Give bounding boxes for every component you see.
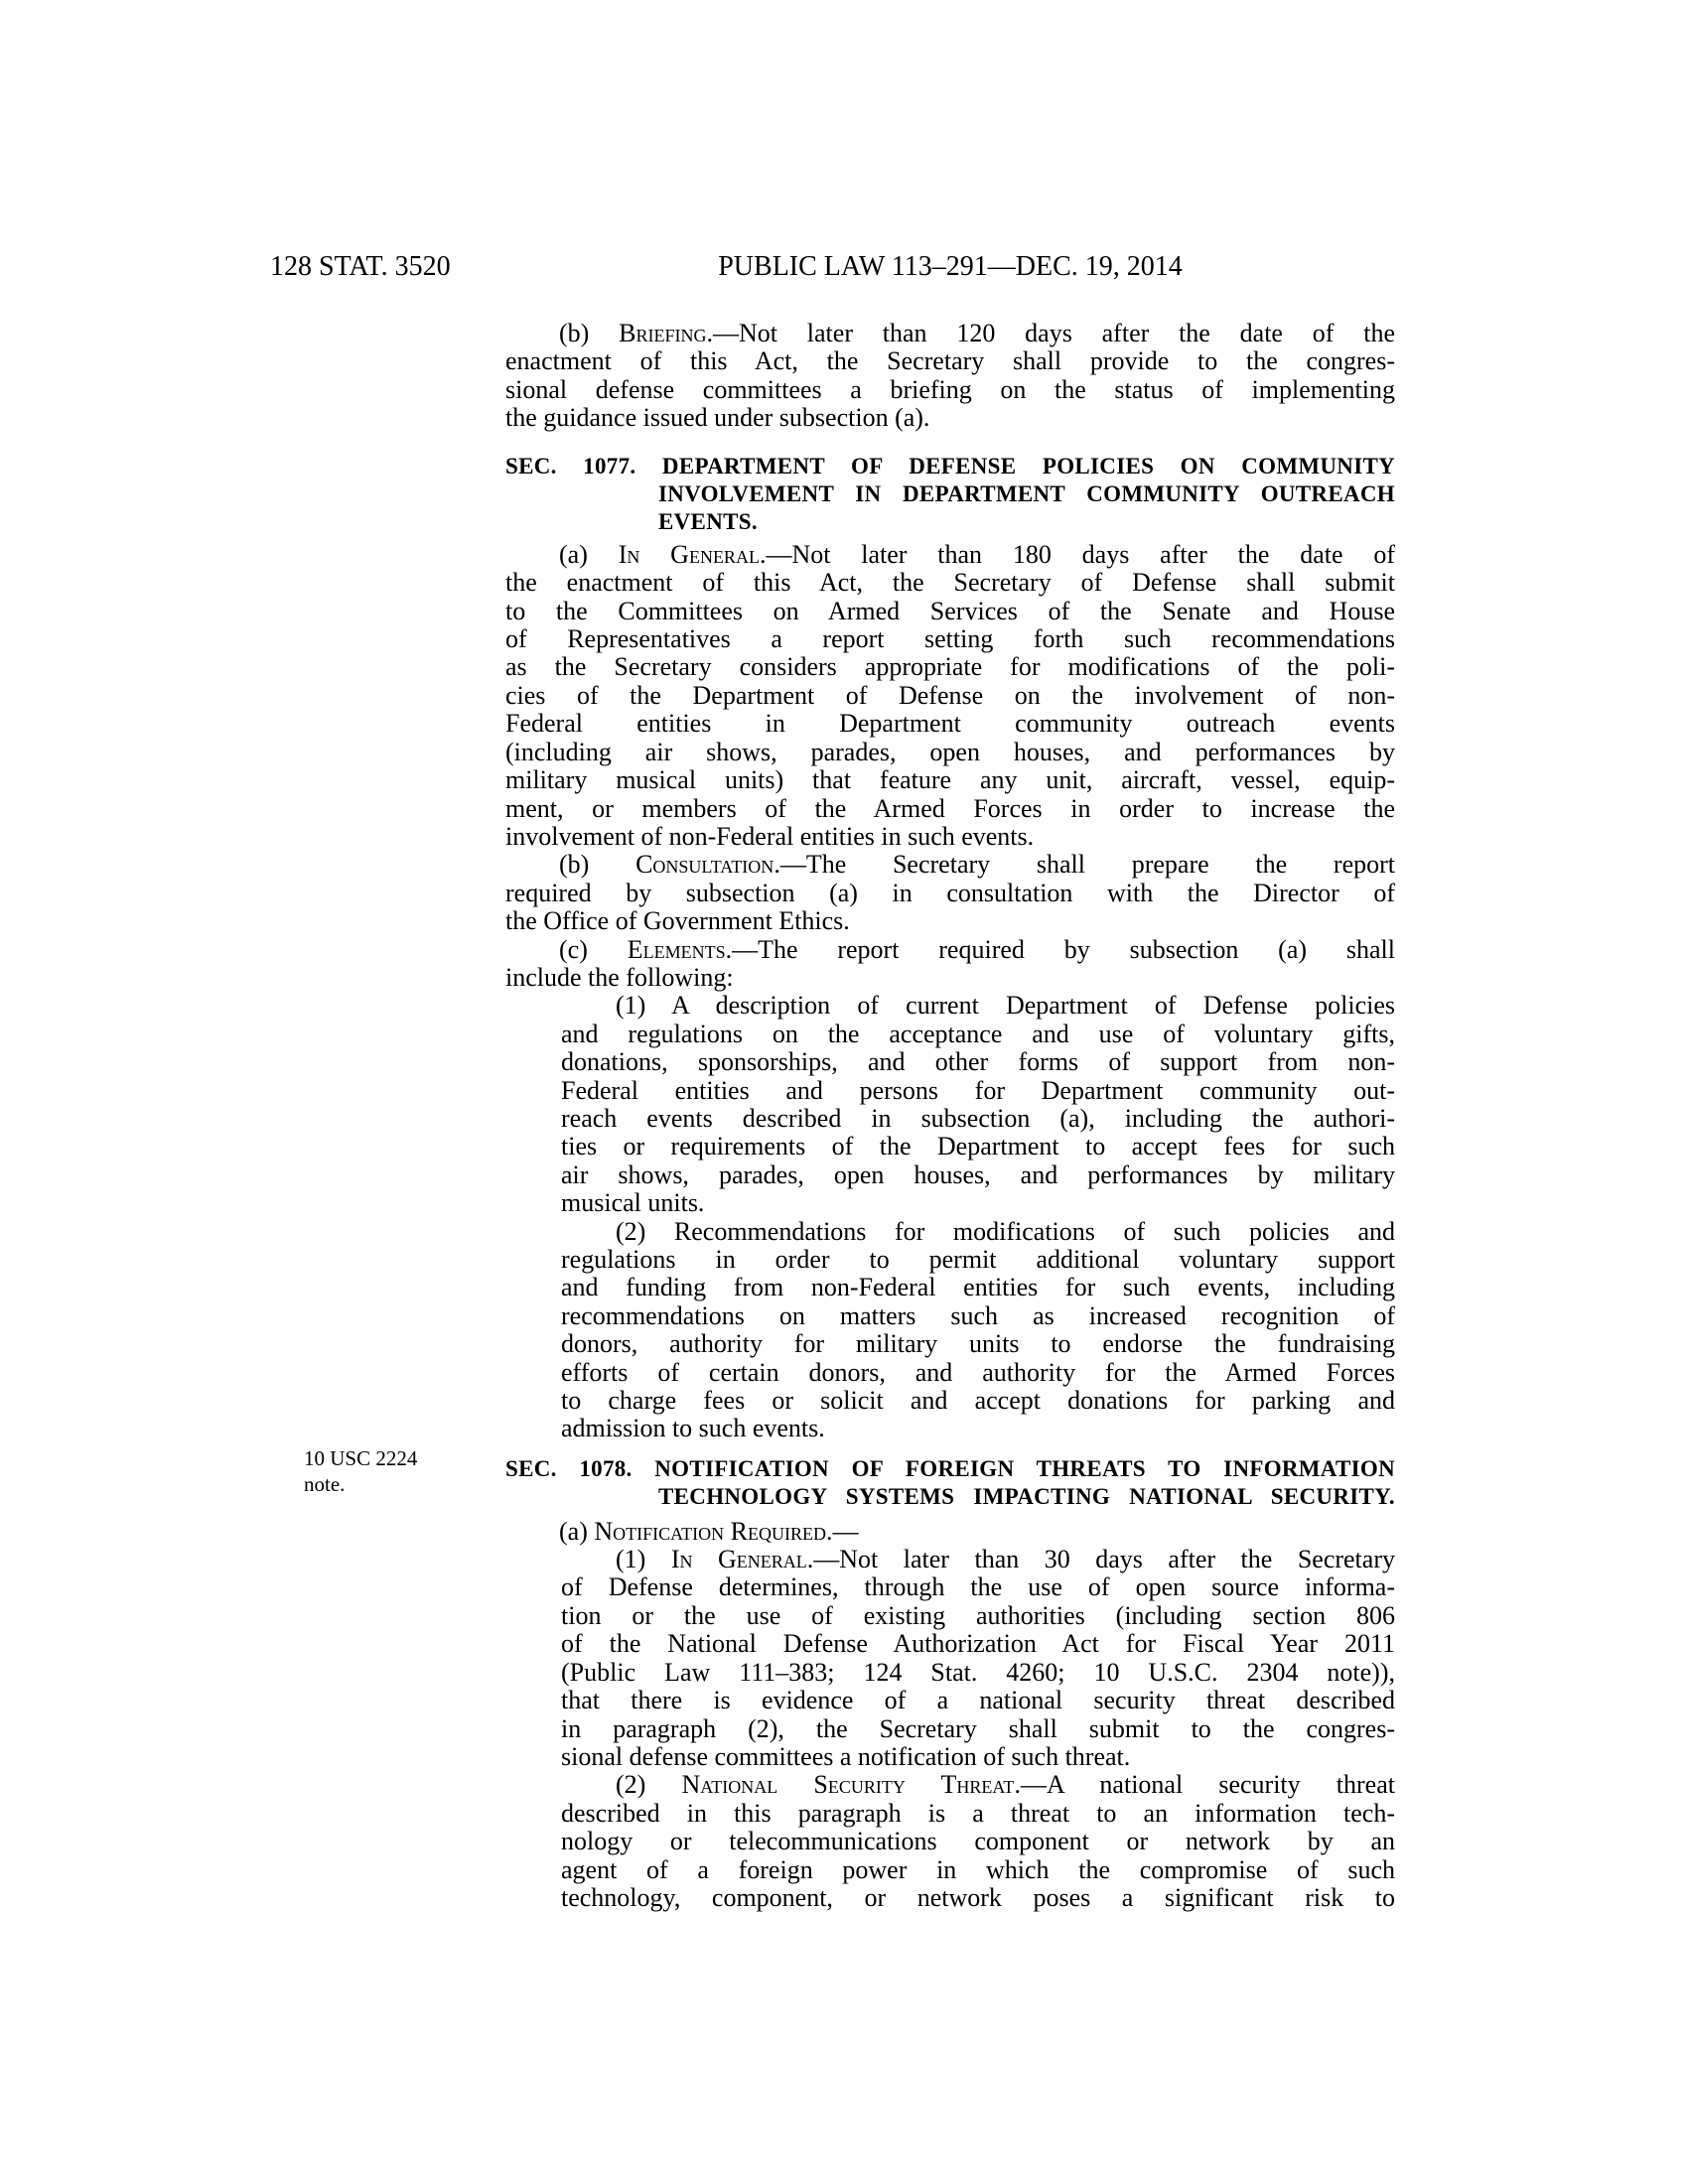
text-segment: agent of a foreign power in which the compromise of such	[561, 1854, 1395, 1884]
text-segment: involvement of non-Federal entities in such events.	[505, 821, 1035, 851]
margin-note-citation: 10 USC 2224	[304, 1446, 418, 1470]
text-line	[658, 508, 1395, 536]
text-line	[561, 1743, 1395, 1771]
text-line	[561, 1105, 1395, 1133]
text-line	[561, 1715, 1395, 1743]
item-1077c-2	[561, 1218, 1395, 1443]
text-segment: described in this paragraph is a threat to an information tech-	[561, 1798, 1395, 1828]
text-line	[505, 598, 1395, 625]
text-line	[505, 710, 1395, 738]
heading-sec-1077	[505, 453, 1395, 537]
text-segment: (including air shows, parades, open houses, and performances by	[505, 737, 1395, 766]
margin-note-note: note.	[304, 1472, 346, 1496]
text-line	[505, 936, 1395, 964]
text-segment: to the Committees on Armed Services of the Senate and House	[505, 596, 1395, 625]
small-caps-run-in-heading: In General	[670, 1545, 807, 1574]
text-line	[561, 1246, 1395, 1274]
text-segment: of Defense determines, through the use of open source informa-	[561, 1572, 1395, 1602]
text-segment: donations, sponsorships, and other forms of support from non-	[561, 1047, 1395, 1077]
text-segment: SEC. 1077. DEPARTMENT OF DEFENSE POLICIES ON COMMUNITY	[505, 453, 1395, 478]
text-segment: (b)	[559, 319, 620, 347]
text-segment: of the National Defense Authorization Act for Fiscal Year 2011	[561, 1629, 1395, 1659]
statute-body	[505, 320, 1395, 1912]
text-line	[561, 1133, 1395, 1160]
text-line	[505, 682, 1395, 710]
text-line	[561, 1573, 1395, 1601]
para-1077c-elements	[505, 936, 1395, 993]
text-segment: of Representatives a report setting forth such recommendations	[505, 624, 1395, 654]
text-segment: include the following:	[505, 962, 734, 992]
text-line	[505, 1455, 1395, 1483]
text-line	[561, 1274, 1395, 1301]
text-segment: ment, or members of the Armed Forces in order to increase the	[505, 793, 1395, 823]
text-segment: (b)	[559, 850, 636, 880]
text-line	[561, 1884, 1395, 1912]
text-segment: (Public Law 111–383; 124 Stat. 4260; 10 U.S.C. 2304 note)),	[561, 1657, 1395, 1687]
text-segment: (2)	[616, 1770, 682, 1800]
text-segment: .—A national security threat	[1014, 1770, 1395, 1800]
text-segment: INVOLVEMENT IN DEPARTMENT COMMUNITY OUTREACH	[658, 481, 1395, 507]
text-segment: (2) Recommendations for modifications of such policies and	[616, 1216, 1395, 1246]
margin-note	[304, 1445, 483, 1497]
small-caps-run-in-heading: Consultation	[635, 850, 774, 880]
text-segment: .—Not later than 30 days after the Secretary	[806, 1545, 1395, 1574]
text-line	[561, 1828, 1395, 1855]
text-line	[505, 739, 1395, 766]
item-1078a-1-in-general	[561, 1546, 1395, 1771]
text-segment: admission to such events.	[561, 1414, 825, 1443]
small-caps-run-in-heading: Briefing	[619, 319, 707, 347]
text-line	[505, 880, 1395, 907]
text-line	[658, 480, 1395, 508]
para-1078a-notification-required	[505, 1518, 1395, 1546]
text-line	[561, 1856, 1395, 1884]
text-line	[561, 1330, 1395, 1358]
text-line	[505, 404, 1395, 432]
text-segment: air shows, parades, open houses, and performances by military	[561, 1160, 1395, 1189]
text-line	[505, 964, 1395, 992]
text-segment: efforts of certain donors, and authority for the Armed Forces	[561, 1357, 1395, 1387]
text-segment: TECHNOLOGY SYSTEMS IMPACTING NATIONAL SECURITY.	[658, 1484, 1395, 1510]
text-line	[561, 1161, 1395, 1189]
heading-sec-1078	[505, 1455, 1395, 1512]
text-segment: recommendations on matters such as increased recognition of	[561, 1300, 1395, 1330]
text-segment: sional defense committees a briefing on the status of implementing	[505, 374, 1395, 404]
small-caps-run-in-heading: National Security Threat	[681, 1770, 1015, 1800]
text-line	[505, 795, 1395, 823]
small-caps-run-in-heading: Elements	[627, 934, 726, 964]
text-line	[561, 1021, 1395, 1048]
text-line	[505, 823, 1395, 851]
text-segment: (1) A description of current Department of Defense policies	[616, 991, 1395, 1021]
text-line	[561, 1359, 1395, 1387]
text-line	[561, 1302, 1395, 1330]
text-segment: enactment of this Act, the Secretary shall provide to the congres-	[505, 346, 1395, 376]
para-1077b-consultation	[505, 851, 1395, 935]
text-segment: .—	[825, 1516, 859, 1546]
text-segment: Federal entities in Department community outreach events	[505, 709, 1395, 739]
text-line	[505, 653, 1395, 681]
text-segment: donors, authority for military units to endorse the fundraising	[561, 1329, 1395, 1359]
text-segment: EVENTS.	[658, 509, 758, 535]
text-line	[561, 1771, 1395, 1799]
text-line	[561, 1659, 1395, 1687]
text-segment: SEC. 1078. NOTIFICATION OF FOREIGN THREATS TO INFORMATION	[505, 1455, 1395, 1481]
small-caps-run-in-heading: In General	[618, 539, 760, 569]
text-segment: (a)	[559, 539, 619, 569]
text-segment: (c)	[559, 934, 628, 964]
text-line	[561, 1387, 1395, 1415]
text-segment: (a)	[559, 1516, 595, 1546]
text-line	[561, 1630, 1395, 1658]
text-line	[505, 907, 1395, 935]
text-segment: as the Secretary considers appropriate for modifications of the poli-	[505, 652, 1395, 682]
para-1077a-in-general	[505, 541, 1395, 851]
text-line	[505, 541, 1395, 569]
text-line	[505, 453, 1395, 480]
text-segment: in paragraph (2), the Secretary shall submit to the congres-	[561, 1713, 1395, 1743]
text-line	[505, 851, 1395, 879]
text-segment: required by subsection (a) in consultation with the Director of	[505, 878, 1395, 907]
text-segment: .—Not later than 120 days after the date of the	[706, 319, 1395, 347]
text-segment: .—The report required by subsection (a) shall	[725, 934, 1395, 964]
text-segment: nology or telecommunications component or network by an	[561, 1827, 1395, 1856]
text-line	[561, 1189, 1395, 1217]
text-segment: and funding from non-Federal entities for such events, including	[561, 1273, 1395, 1302]
text-line	[561, 1546, 1395, 1573]
text-segment: that there is evidence of a national security threat described	[561, 1686, 1395, 1715]
para-briefing	[505, 320, 1395, 433]
item-1078a-2-national-security-threat	[561, 1771, 1395, 1912]
text-line	[505, 376, 1395, 404]
text-segment: tion or the use of existing authorities (including section 806	[561, 1600, 1395, 1630]
text-segment: the Office of Government Ethics.	[505, 906, 850, 936]
text-segment: military musical units) that feature any unit, aircraft, vessel, equip-	[505, 765, 1395, 795]
item-1077c-1	[561, 992, 1395, 1217]
text-segment: ties or requirements of the Department to accept fees for such	[561, 1132, 1395, 1161]
stat-page-number: 128 STAT. 3520	[270, 251, 451, 282]
text-line	[561, 1687, 1395, 1714]
text-segment: technology, component, or network poses a significant risk to	[561, 1882, 1395, 1912]
small-caps-run-in-heading: Notification Required	[594, 1516, 826, 1546]
text-line	[561, 1800, 1395, 1828]
text-line	[505, 625, 1395, 653]
text-line	[505, 320, 1395, 347]
text-line	[505, 766, 1395, 794]
text-line	[561, 992, 1395, 1020]
law-title-header: PUBLIC LAW 113–291—DEC. 19, 2014	[718, 251, 1183, 282]
text-segment: to charge fees or solicit and accept donations for parking and	[561, 1386, 1395, 1416]
text-segment: (1)	[616, 1545, 671, 1574]
text-segment: the enactment of this Act, the Secretary of Defense shall submit	[505, 568, 1395, 598]
text-line	[561, 1048, 1395, 1076]
text-segment: .—Not later than 180 days after the date of	[759, 539, 1395, 569]
text-segment: musical units.	[561, 1188, 705, 1218]
text-segment: and regulations on the acceptance and use of voluntary gifts,	[561, 1019, 1395, 1048]
text-segment: .—The Secretary shall prepare the report	[774, 850, 1395, 880]
text-line	[561, 1415, 1395, 1442]
text-line	[505, 1518, 1395, 1546]
text-segment: regulations in order to permit additional voluntary support	[561, 1245, 1395, 1274]
text-segment: sional defense committees a notification of such threat.	[561, 1741, 1131, 1771]
text-segment: cies of the Department of Defense on the involvement of non-	[505, 680, 1395, 710]
text-line	[505, 347, 1395, 375]
text-line	[561, 1218, 1395, 1246]
text-line	[658, 1483, 1395, 1511]
text-line	[561, 1077, 1395, 1105]
text-segment: Federal entities and persons for Department community out-	[561, 1075, 1395, 1105]
text-segment: the guidance issued under subsection (a).	[505, 403, 930, 433]
text-segment: reach events described in subsection (a), including the authori-	[561, 1103, 1395, 1133]
text-line	[561, 1602, 1395, 1630]
text-line	[505, 569, 1395, 597]
